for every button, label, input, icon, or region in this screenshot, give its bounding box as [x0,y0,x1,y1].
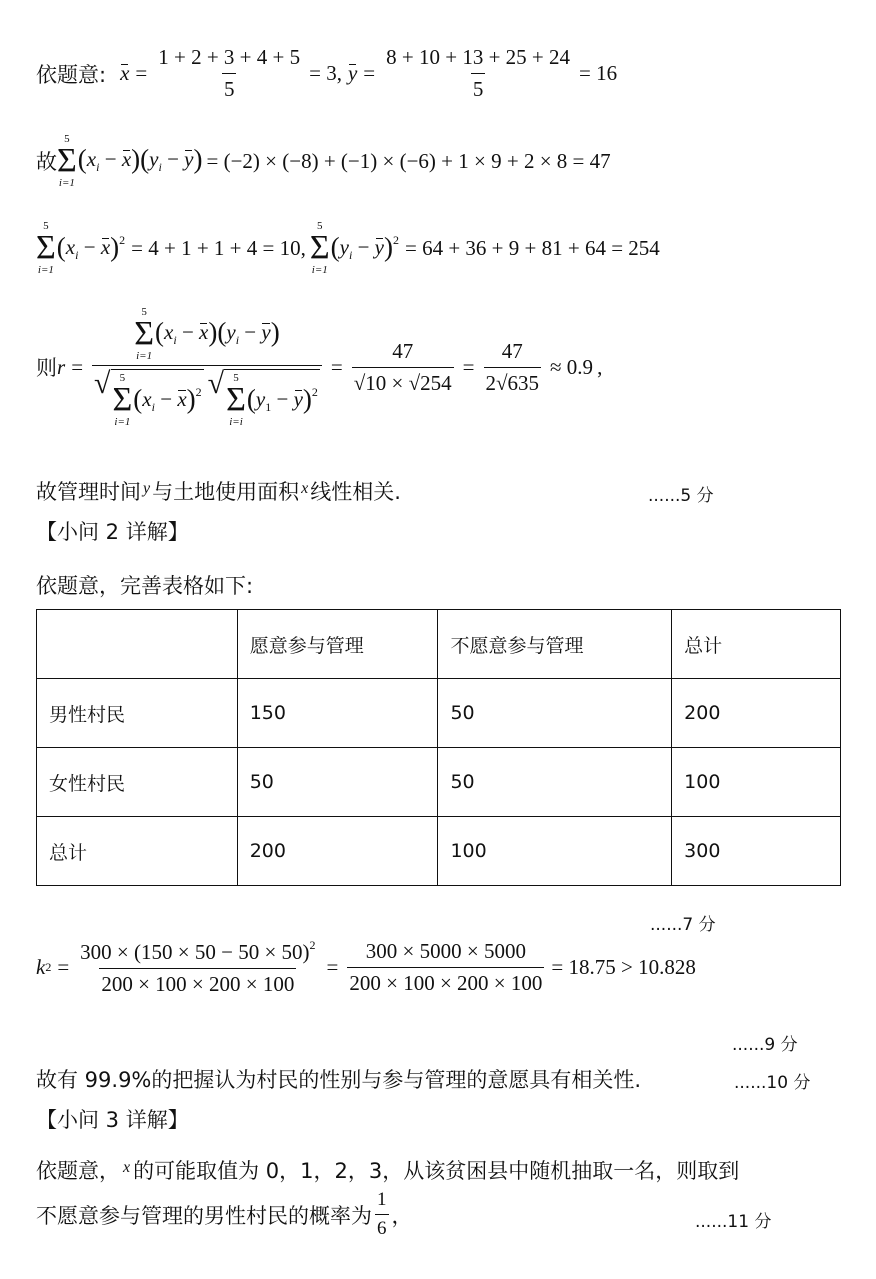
r-fraction: 5 Σ i=1 $(x_i - x)(y_i - y)$ √ 5 Σ i=1 $(x_i - x)^2$ √ 5 Σ i=i $(y_1 - y)^2$ [92,306,322,428]
table-cell: 150 [237,679,438,748]
sum-symbol: 5 Σ i=1 [309,220,330,276]
correlation-line: 则 r = 5 Σ i=1 $(x_i - x)(y_i - y)$ √ 5 Σ i=1 $(x_i - x)^2$ √ 5 Σ i=i $(y_1 - y)^2$ = $\frac{47}{√10 \times √254}$ = $\frac{47}{2√635}$ ≈ 0.9 , [36,306,603,428]
paragraph-3-line-2: 不愿意参与管理的男性村民的概率为 $\frac{1}{6}$ ， [36,1189,413,1239]
table-header-cell: 总计 [672,610,841,679]
table-intro: 依题意，完善表格如下: [36,574,254,598]
probability-fraction: $\frac{1}{6}$ [377,1189,387,1239]
chi-square-formula: k 2 = $\frac{300 \times (150 \times 50 - 50 \times 50)^2}{200 \times 100 \times 200 \times 100}$ = $\frac{300 \times 5000 \times 5000}{200 \times 100 \times 200 \times 100}$ = 18.75 > 10.828 [36,938,696,996]
score-9: ......9 分 [732,1035,798,1055]
sum-symbol: 5 Σ i=1 [36,220,56,276]
table-header-cell: 不愿意参与管理 [438,610,672,679]
x-bar: x [120,61,130,85]
table-cell: 200 [237,817,438,886]
table-row [37,817,841,886]
sum-symbol: 5 Σ i=1 [57,133,77,189]
conclusion-linear: 故管理时间 $^y$与土地使用面积 $^x$线性相关. [36,480,401,504]
variance-sum-line: 5 Σ i=1 $(x_i - x)^2$ = 4 + 1 + 1 + 4 = 10, 5 Σ i=1 $(y_i - y)^2$ = 64 + 36 + 9 + 81 + 64 = 254 [36,220,660,276]
score-11: ......11 分 [695,1212,772,1232]
table-row [37,748,841,817]
section-3-heading: 【小问 3 详解】 [36,1108,189,1132]
table-cell: 50 [438,679,672,748]
section-2-heading: 【小问 2 详解】 [36,520,189,544]
score-10: ......10 分 [734,1073,811,1093]
score-5: ......5 分 [648,486,714,506]
table-cell: 200 [672,679,841,748]
lead-text: 依题意: [36,62,107,87]
table-cell: 男性村民 [37,679,238,748]
table-row [37,679,841,748]
conclusion-independence: 故有 99.9%的把握认为村民的性别与参与管理的意愿具有相关性. [36,1068,642,1092]
covariance-sum-line: 故 5 Σ i=1 $(x_i - x)(y_i - y)$ = (−2) × (−8) + (−1) × (−6) + 1 × 9 + 2 × 8 = 47 [36,133,611,189]
r-value-fraction: $\frac{47}{√10 \times √254}$ [353,338,452,395]
table-cell: 100 [438,817,672,886]
table-cell: 总计 [37,817,238,886]
table-cell: 女性村民 [37,748,238,817]
contingency-table [36,609,841,886]
table-cell: 300 [672,817,841,886]
table-header-cell [37,610,238,679]
paragraph-3-line-1: 依题意， $^x$ 的可能取值为 0，1，2，3，从该贫困县中随机抽取一名，则取到 [36,1159,740,1183]
chi-square-fraction-1: $\frac{300 \times (150 \times 50 - 50 \times 50)^2}{200 \times 100 \times 200 \times 100}$ [80,938,316,996]
table-cell: 100 [672,748,841,817]
r-simplified-fraction: $\frac{47}{2√635}$ [485,338,540,395]
table-header-cell: 愿意参与管理 [237,610,438,679]
y-mean-fraction: $\frac{8 + 10 + 13 + 25 + 24}{5}$ [386,45,571,101]
mean-formula-line: 依题意: x = $\frac{1 + 2 + 3 + 4 + 5}{5}$ = 3, y = $\frac{8 + 10 + 13 + 25 + 24}{5}$ = 16 [36,45,618,101]
score-7: ......7 分 [650,915,716,935]
x-mean-fraction: $\frac{1 + 2 + 3 + 4 + 5}{5}$ [158,45,301,101]
k-symbol: k [36,955,46,979]
y-bar: y [347,61,358,85]
table-cell: 50 [438,748,672,817]
r-symbol: r [57,354,66,379]
table-cell: 50 [237,748,438,817]
chi-square-fraction-2: $\frac{300 \times 5000 \times 5000}{200 \times 100 \times 200 \times 100}$ [349,939,543,995]
table-header-row [37,610,841,679]
